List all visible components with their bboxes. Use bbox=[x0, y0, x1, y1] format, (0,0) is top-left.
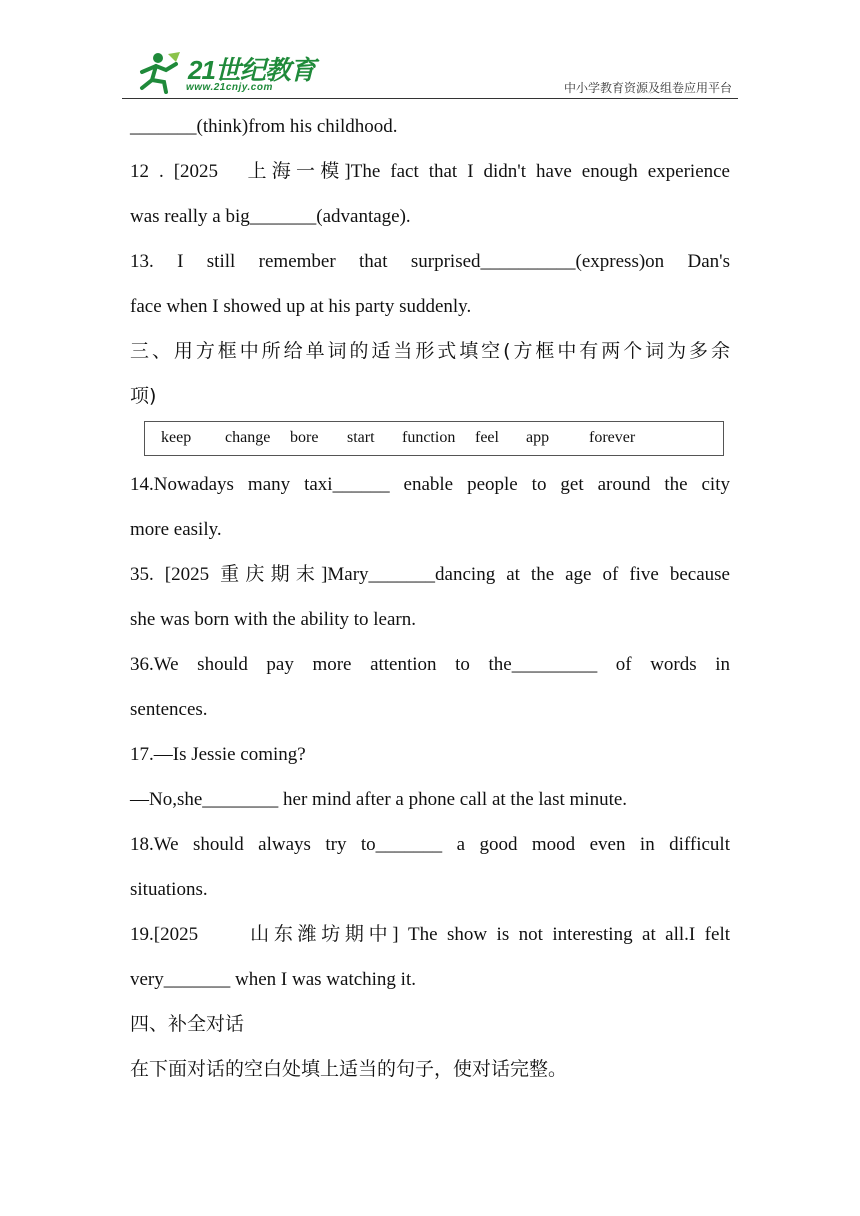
text-line: 35. [2025 重庆期末]Mary_______dancing at the age of five because bbox=[130, 564, 730, 585]
text-line: 36.We should pay more attention to the_________ of words in bbox=[130, 654, 730, 675]
text-line: 12 . [2025 上海一模]The fact that I didn't have enough experience bbox=[130, 161, 730, 182]
text-line: more easily. bbox=[130, 519, 222, 540]
runner-logo-icon bbox=[136, 50, 186, 94]
text-line: 17.—Is Jessie coming? bbox=[130, 744, 306, 765]
logo-text: 21世纪教育 bbox=[188, 55, 315, 85]
text-line: situations. bbox=[130, 879, 208, 900]
word-box-item: feel bbox=[475, 429, 499, 446]
word-box-item: keep bbox=[161, 429, 192, 446]
logo-url: www.21cnjy.com bbox=[186, 82, 273, 93]
word-box-item: app bbox=[526, 429, 550, 446]
text-line: she was born with the ability to learn. bbox=[130, 609, 416, 630]
word-box-item: bore bbox=[290, 429, 319, 446]
text-line: 18.We should always try to_______ a good mood even in difficult bbox=[130, 834, 730, 855]
text-line: 14.Nowadays many taxi______ enable people to get around the city bbox=[130, 474, 730, 495]
page-header bbox=[122, 44, 738, 99]
section-heading: 三、用方框中所给单词的适当形式填空(方框中有两个词为多余 bbox=[130, 340, 730, 362]
word-box bbox=[144, 421, 724, 456]
section-heading: 四、补全对话 bbox=[130, 1013, 245, 1035]
header-tagline: 中小学教育资源及组卷应用平台 bbox=[563, 81, 732, 95]
text-line: 在下面对话的空白处填上适当的句子，使对话完整。 bbox=[130, 1058, 568, 1080]
word-box-item: start bbox=[347, 429, 375, 446]
text-line: 项) bbox=[130, 385, 157, 407]
text-line: was really a big_______(advantage). bbox=[130, 206, 411, 227]
text-line: 19.[2025 山东潍坊期中] The show is not interesting at all.I felt bbox=[130, 924, 730, 945]
document-body bbox=[130, 104, 730, 1092]
word-box-item: change bbox=[225, 429, 271, 446]
text-line: very_______ when I was watching it. bbox=[130, 969, 416, 990]
text-line: sentences. bbox=[130, 699, 208, 720]
text-line: face when I showed up at his party suddenly. bbox=[130, 296, 472, 317]
word-box-item: function bbox=[402, 429, 456, 446]
text-line: —No,she________ her mind after a phone call at the last minute. bbox=[130, 789, 628, 810]
logo bbox=[136, 50, 316, 94]
text-line: _______(think)from his childhood. bbox=[130, 116, 398, 137]
text-line: 13. I still remember that surprised__________(express)on Dan's bbox=[130, 251, 730, 272]
word-box-item: forever bbox=[589, 429, 636, 446]
